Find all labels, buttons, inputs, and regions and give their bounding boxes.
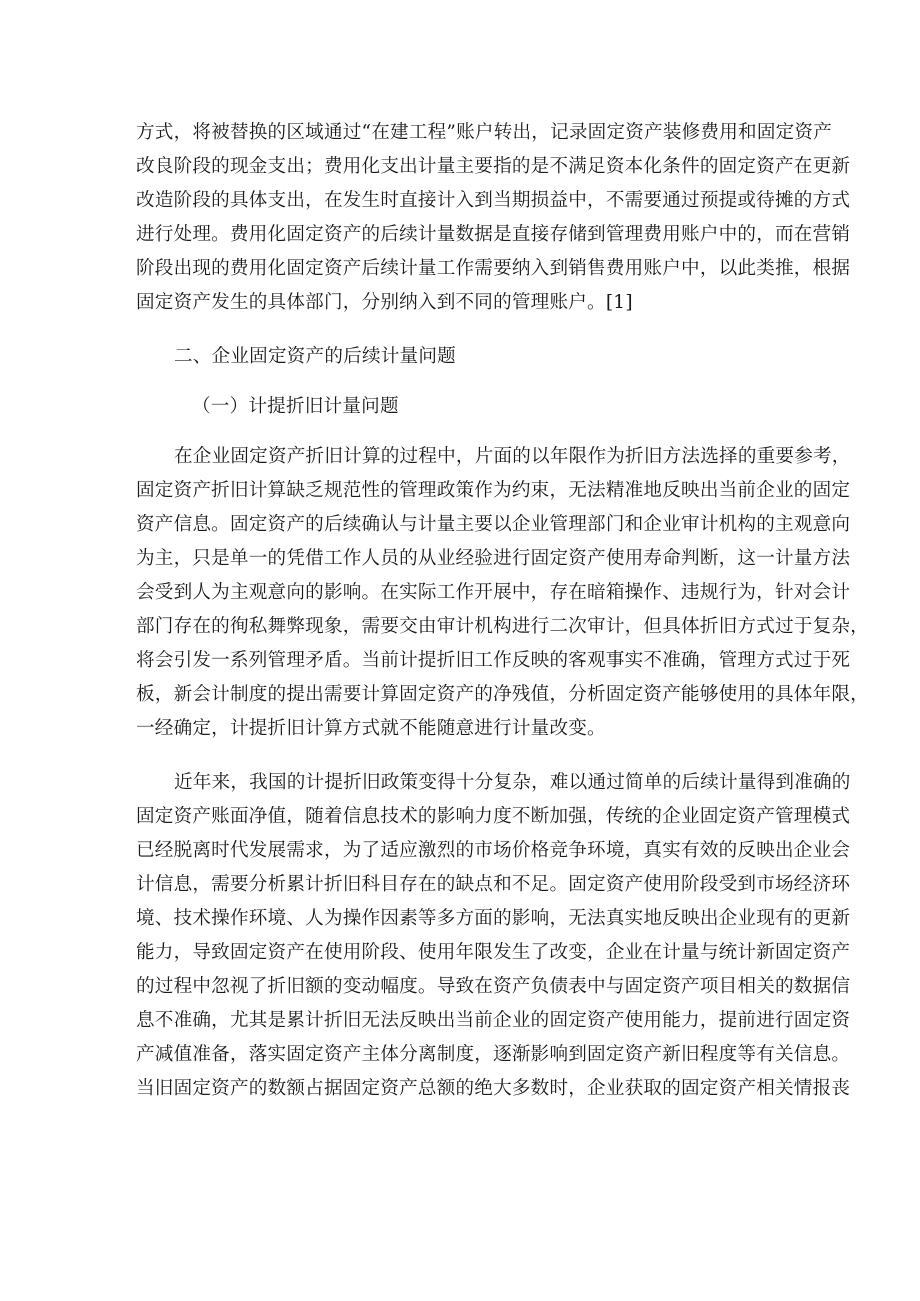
- paragraph-1-line-5: 阶段出现的费用化固定资产后续计量工作需要纳入到销售费用账户中，以此类推，根据: [136, 258, 851, 279]
- paragraph-3-line-8: 息不准确，尤其是累计折旧无法反映出当前企业的固定资产使用能力，提前进行固定资: [136, 1010, 851, 1031]
- paragraph-1: [136, 116, 851, 320]
- paragraph-2-line-6: 部门存在的徇私舞弊现象，需要交由审计机构进行二次审计，但具体折旧方式过于复杂，: [136, 616, 869, 637]
- paragraph-3-line-1: 近年来，我国的计提折旧政策变得十分复杂，难以通过简单的后续计量得到准确的: [174, 772, 851, 793]
- paragraph-3-line-10: 当旧固定资产的数额占据固定资产总额的绝大多数时，企业获取的固定资产相关情报丧: [136, 1078, 851, 1099]
- paragraph-2-line-3: 资产信息。固定资产的后续确认与计量主要以企业管理部门和企业审计机构的主观意向: [136, 514, 851, 535]
- paragraph-3-line-4: 计信息，需要分析累计折旧科目存在的缺点和不足。固定资产使用阶段受到市场经济环: [136, 874, 851, 895]
- paragraph-3-line-2: 固定资产账面净值，随着信息技术的影响力度不断加强，传统的企业固定资产管理模式: [136, 806, 851, 827]
- paragraph-2-line-8: 板，新会计制度的提出需要计算固定资产的净残值，分析固定资产能够使用的具体年限，: [136, 684, 869, 705]
- paragraph-3-line-3: 已经脱离时代发展需求，为了适应激烈的市场价格竞争环境，真实有效的反映出企业会: [136, 840, 851, 861]
- paragraph-2-line-5: 会受到人为主观意向的影响。在实际工作开展中，存在暗箱操作、违规行为，针对会计: [136, 582, 851, 603]
- subsection-heading: （一）计提折旧计量问题: [192, 396, 399, 417]
- document-page: [136, 116, 869, 1106]
- paragraph-1-line-6: 固定资产发生的具体部门，分别纳入到不同的管理账户。[1]: [136, 292, 633, 313]
- spacer: [136, 746, 792, 766]
- section-heading: 二、企业固定资产的后续计量问题: [174, 346, 456, 367]
- paragraph-1-line-3: 改造阶段的具体支出，在发生时直接计入到当期损益中，不需要通过预提或待摊的方式: [136, 190, 851, 211]
- paragraph-1-line-1: 方式，将被替换的区域通过“在建工程”账户转出，记录固定资产装修费用和固定资产: [136, 122, 832, 143]
- paragraph-2: [136, 440, 869, 746]
- paragraph-2-line-4: 为主，只是单一的凭借工作人员的从业经验进行固定资产使用寿命判断，这一计量方法: [136, 548, 851, 569]
- paragraph-1-line-2: 改良阶段的现金支出；费用化支出计量主要指的是不满足资本化条件的固定资产在更新: [136, 156, 851, 177]
- paragraph-3-line-9: 产减值准备，落实固定资产主体分离制度，逐渐影响到固定资产新旧程度等有关信息。: [136, 1044, 851, 1065]
- paragraph-2-line-1: 在企业固定资产折旧计算的过程中，片面的以年限作为折旧方法选择的重要参考，: [174, 446, 851, 467]
- paragraph-2-line-7: 将会引发一系列管理矛盾。当前计提折旧工作反映的客观事实不准确，管理方式过于死: [136, 650, 851, 671]
- paragraph-1-line-4: 进行处理。费用化固定资产的后续计量数据是直接存储到管理费用账户中的，而在营销: [136, 224, 851, 245]
- spacer: [136, 374, 792, 390]
- spacer: [136, 424, 792, 440]
- paragraph-3-line-5: 境、技术操作环境、人为操作因素等多方面的影响，无法真实地反映出企业现有的更新: [136, 908, 851, 929]
- paragraph-2-line-9: 一经确定，计提折旧计算方式就不能随意进行计量改变。: [136, 718, 606, 739]
- spacer: [136, 320, 792, 340]
- paragraph-2-line-2: 固定资产折旧计算缺乏规范性的管理政策作为约束，无法精准地反映出当前企业的固定: [136, 480, 851, 501]
- paragraph-3-line-6: 能力，导致固定资产在使用阶段、使用年限发生了改变，企业在计量与统计新固定资产: [136, 942, 851, 963]
- paragraph-3-line-7: 的过程中忽视了折旧额的变动幅度。导致在资产负债表中与固定资产项目相关的数据信: [136, 976, 851, 997]
- paragraph-3: [136, 766, 851, 1106]
